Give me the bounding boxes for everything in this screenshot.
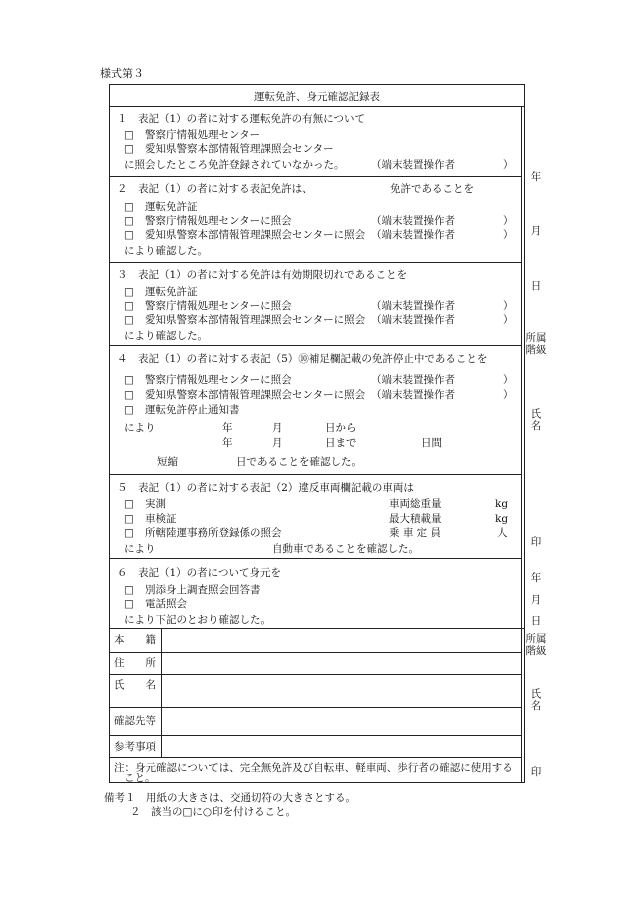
- result-text: により確認した。: [124, 245, 208, 257]
- checkbox[interactable]: □: [124, 527, 134, 539]
- checkbox[interactable]: □: [124, 201, 134, 213]
- note-line-1: 注：身元確認については、完全無免許及び自転車、軽車両、歩行者の確認に使用する: [114, 762, 513, 774]
- form-label: 様式第３: [100, 67, 144, 80]
- day-label: 日: [530, 280, 542, 292]
- operator-label: （端末装置操作者: [371, 229, 455, 241]
- checkbox[interactable]: □: [124, 498, 134, 510]
- month-label: 月: [272, 437, 283, 449]
- option-label: 別添身上調査照会回答書: [145, 584, 261, 596]
- checkbox[interactable]: □: [124, 404, 134, 416]
- year-label: 年: [530, 171, 542, 183]
- checkbox[interactable]: □: [124, 598, 134, 610]
- section-5-heading: ５ 表記（1）の者に対する表記（2）違反車両欄記載の車両は: [117, 482, 414, 494]
- day-to-label: 日まで: [325, 437, 357, 449]
- surname-char: 氏: [530, 688, 542, 700]
- option-label: 愛知県警察本部情報管理課照会センターに照会: [145, 389, 366, 401]
- days-label: 日間: [421, 437, 442, 449]
- option-label: 運転免許証: [145, 286, 198, 298]
- close-paren: ）: [503, 300, 514, 312]
- result-text: により下記のとおり確認した。: [124, 614, 271, 626]
- name-label: 氏 名: [114, 679, 156, 691]
- day-label: 日: [530, 615, 542, 627]
- result-text: に照会したところ免許登録されていなかった。: [124, 159, 345, 171]
- month-label: 月: [530, 594, 542, 606]
- affiliation-label: 所属: [525, 332, 547, 344]
- section-2-heading: ２ 表記（1）の者に対する表記免許は、: [117, 183, 313, 195]
- section-3-heading: ３ 表記（1）の者に対する免許は有効期限切れであることを: [117, 269, 408, 281]
- option-label: 愛知県警察本部情報管理課照会センターに照会: [145, 314, 366, 326]
- remark-2: ２ 該当の□に○印を付けること。: [130, 806, 297, 818]
- operator-label: （端末装置操作者: [371, 389, 455, 401]
- close-paren: ）: [503, 314, 514, 326]
- option-label: 運転免許証: [145, 201, 198, 213]
- option-label: 運転免許停止通知書: [145, 404, 240, 416]
- option-label: 警察庁情報処理センターに照会: [145, 374, 292, 386]
- month-label: 月: [272, 422, 283, 434]
- year-label: 年: [530, 572, 542, 584]
- checkbox[interactable]: □: [124, 513, 134, 525]
- gross-weight-label: 車両総重量: [389, 498, 442, 510]
- contact-field[interactable]: [163, 709, 519, 734]
- yori-label: により: [124, 422, 156, 434]
- given-name-char: 名: [530, 420, 542, 432]
- rank-label: 階級: [525, 344, 547, 356]
- unit-label: kg: [495, 513, 509, 525]
- address-field[interactable]: [163, 654, 519, 673]
- option-label: 愛知県警察本部情報管理課照会センターに照会: [145, 229, 366, 241]
- month-label: 月: [530, 225, 542, 237]
- close-paren: ）: [503, 229, 514, 241]
- contact-label: 確認先等: [114, 715, 156, 727]
- given-name-char: 名: [530, 700, 542, 712]
- close-paren: ）: [503, 374, 514, 386]
- seal-label: 印: [530, 766, 542, 778]
- option-label: 警察庁情報処理センターに照会: [145, 215, 292, 227]
- result-text: により確認した。: [124, 330, 208, 342]
- checkbox[interactable]: □: [124, 143, 134, 155]
- heading-right: 免許であることを: [390, 183, 474, 195]
- checkbox[interactable]: □: [124, 584, 134, 596]
- reference-field[interactable]: [163, 737, 519, 756]
- note-line-2: こと。: [124, 772, 156, 784]
- address-label: 住 所: [114, 657, 156, 669]
- operator-label: （端末装置操作者: [371, 314, 455, 326]
- option-label: 愛知県警察本部情報管理課照会センター: [145, 143, 334, 155]
- name-field[interactable]: [163, 676, 519, 706]
- day-from-label: 日から: [325, 422, 357, 434]
- option-label: 車検証: [145, 513, 177, 525]
- seal-label: 印: [530, 536, 542, 548]
- year-label: 年: [222, 422, 233, 434]
- option-label: 実測: [145, 498, 166, 510]
- unit-label: kg: [495, 498, 509, 510]
- close-paren: ）: [503, 389, 514, 401]
- option-label: 所轄陸運事務所登録係の照会: [145, 527, 282, 539]
- checkbox[interactable]: □: [124, 229, 134, 241]
- remark-1: 備考１ 用紙の大きさは、交通切符の大きさとする。: [104, 792, 356, 804]
- surname-char: 氏: [530, 408, 542, 420]
- shorten-label: 短縮: [157, 456, 178, 468]
- checkbox[interactable]: □: [124, 286, 134, 298]
- section-6-heading: ６ 表記（1）の者について身元を: [117, 567, 281, 579]
- option-label: 電話照会: [145, 598, 187, 610]
- close-paren: ）: [503, 159, 514, 171]
- checkbox[interactable]: □: [124, 300, 134, 312]
- option-label: 警察庁情報処理センターに照会: [145, 300, 292, 312]
- close-paren: ）: [503, 215, 514, 227]
- reference-label: 参考事項: [114, 741, 156, 753]
- max-load-label: 最大積載量: [389, 513, 442, 525]
- checkbox[interactable]: □: [124, 374, 134, 386]
- affiliation-label: 所属: [525, 633, 547, 645]
- table-title: 運転免許、身元確認記録表: [254, 91, 380, 103]
- operator-label: （端末装置操作者: [371, 159, 455, 171]
- operator-label: （端末装置操作者: [371, 374, 455, 386]
- checkbox[interactable]: □: [124, 129, 134, 141]
- section-1-heading: １ 表記（1）の者に対する運転免許の有無について: [117, 113, 365, 125]
- rank-label: 階級: [525, 645, 547, 657]
- checkbox[interactable]: □: [124, 215, 134, 227]
- option-label: 警察庁情報処理センター: [145, 129, 261, 141]
- result-text: 自動車であることを確認した。: [272, 543, 419, 555]
- operator-label: （端末装置操作者: [371, 300, 455, 312]
- honseki-label: 本 籍: [114, 634, 156, 646]
- operator-label: （端末装置操作者: [371, 215, 455, 227]
- year-label: 年: [222, 437, 233, 449]
- checkbox[interactable]: □: [124, 389, 134, 401]
- honseki-field[interactable]: [163, 630, 519, 651]
- unit-label: 人: [497, 527, 508, 539]
- yori-label: により: [124, 543, 156, 555]
- capacity-label: 乗 車 定 員: [389, 527, 442, 539]
- checkbox[interactable]: □: [124, 314, 134, 326]
- result-text: 日であることを確認した。: [236, 456, 362, 468]
- section-4-heading: ４ 表記（1）の者に対する表記（5）⑩補足欄記載の免許停止中であることを: [117, 353, 488, 365]
